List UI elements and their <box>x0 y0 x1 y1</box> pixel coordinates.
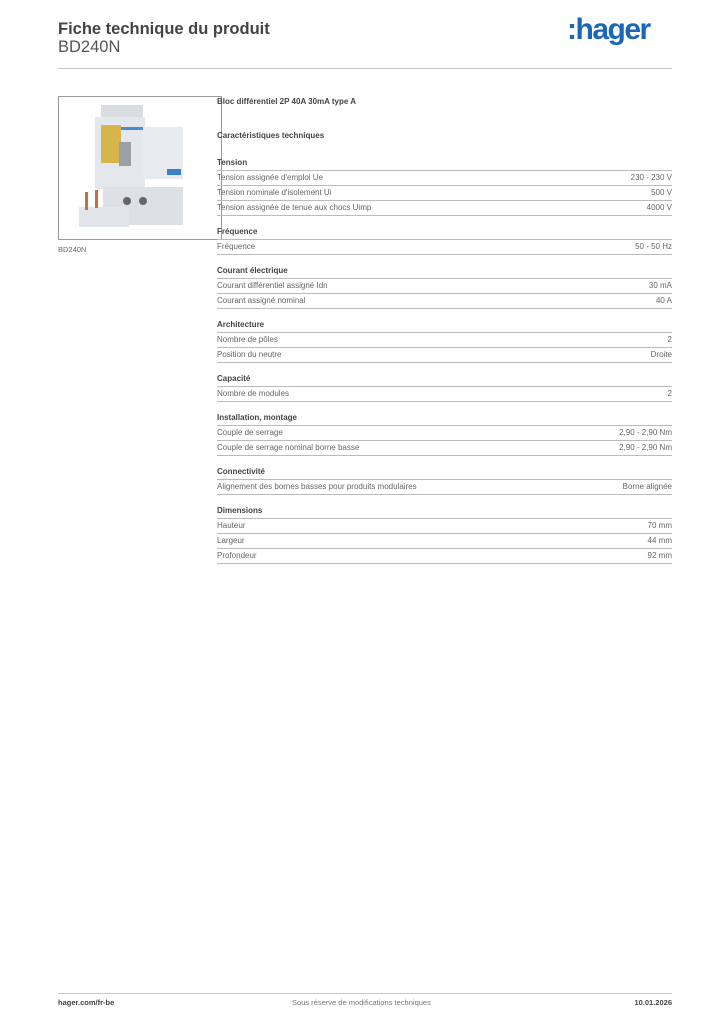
section-title: Capacité <box>217 372 672 387</box>
spec-value: 50 - 50 Hz <box>635 242 672 251</box>
spec-value: Borne alignée <box>622 482 672 491</box>
spec-section <box>217 225 672 255</box>
image-caption: BD240N <box>58 245 87 254</box>
spec-label: Couple de serrage <box>217 428 283 437</box>
spec-section <box>217 372 672 402</box>
spec-label: Courant différentiel assigné Idn <box>217 281 328 290</box>
spec-label: Fréquence <box>217 242 256 251</box>
hager-logo: :hager <box>567 13 650 46</box>
spec-label: Courant assigné nominal <box>217 296 306 305</box>
section-title: Dimensions <box>217 504 672 519</box>
spec-label: Nombre de modules <box>217 389 290 398</box>
spec-section <box>217 264 672 309</box>
spec-value: 2 <box>667 335 672 344</box>
product-image <box>58 96 222 240</box>
spec-row <box>217 549 672 564</box>
spec-value: 70 mm <box>647 521 672 530</box>
spec-label: Hauteur <box>217 521 246 530</box>
spec-row <box>217 240 672 255</box>
spec-row <box>217 387 672 402</box>
spec-value: 4000 V <box>646 203 672 212</box>
footer-divider <box>58 993 672 994</box>
spec-row <box>217 333 672 348</box>
spec-value: 2 <box>667 389 672 398</box>
section-title: Courant électrique <box>217 264 672 279</box>
spec-row <box>217 480 672 495</box>
spec-label: Couple de serrage nominal borne basse <box>217 443 360 452</box>
spec-row <box>217 201 672 216</box>
product-reference: BD240N <box>58 38 121 56</box>
spec-row <box>217 441 672 456</box>
spec-value: 230 - 230 V <box>630 173 672 182</box>
spec-section <box>217 504 672 564</box>
footer-website[interactable]: hager.com/fr-be <box>58 998 115 1007</box>
spec-value: 40 A <box>655 296 672 305</box>
spec-section <box>217 156 672 216</box>
spec-value: Droite <box>650 350 672 359</box>
spec-label: Tension nominale d'isolement Ui <box>217 188 332 197</box>
spec-value: 2,90 - 2,90 Nm <box>619 428 672 437</box>
spec-label: Largeur <box>217 536 245 545</box>
spec-row <box>217 171 672 186</box>
spec-label: Tension assignée d'emploi Ue <box>217 173 324 182</box>
spec-value: 92 mm <box>647 551 672 560</box>
characteristics-title: Caractéristiques techniques <box>217 131 325 140</box>
spec-value: 500 V <box>651 188 672 197</box>
spec-label: Nombre de pôles <box>217 335 278 344</box>
section-title: Fréquence <box>217 225 672 240</box>
product-name: Bloc différentiel 2P 40A 30mA type A <box>217 97 357 106</box>
spec-label: Alignement des bornes basses pour produits modulaires <box>217 482 417 491</box>
spec-row <box>217 348 672 363</box>
page-title: Fiche technique du produit <box>58 20 270 38</box>
spec-label: Position du neutre <box>217 350 282 359</box>
spec-sections <box>217 156 672 564</box>
spec-row <box>217 519 672 534</box>
spec-row <box>217 279 672 294</box>
footer-date: 10.01.2026 <box>634 998 672 1007</box>
spec-content <box>217 96 672 564</box>
spec-row <box>217 294 672 309</box>
section-title: Installation, montage <box>217 411 672 426</box>
spec-label: Profondeur <box>217 551 257 560</box>
spec-row <box>217 426 672 441</box>
spec-label: Tension assignée de tenue aux chocs Uimp <box>217 203 372 212</box>
footer-disclaimer: Sous réserve de modifications techniques <box>292 998 431 1007</box>
header-divider <box>58 68 672 69</box>
spec-value: 44 mm <box>647 536 672 545</box>
spec-row <box>217 186 672 201</box>
spec-value: 2,90 - 2,90 Nm <box>619 443 672 452</box>
section-title: Architecture <box>217 318 672 333</box>
section-title: Connectivité <box>217 465 672 480</box>
spec-row <box>217 534 672 549</box>
spec-section <box>217 465 672 495</box>
spec-value: 30 mA <box>648 281 672 290</box>
section-title: Tension <box>217 156 672 171</box>
spec-section <box>217 318 672 363</box>
spec-section <box>217 411 672 456</box>
